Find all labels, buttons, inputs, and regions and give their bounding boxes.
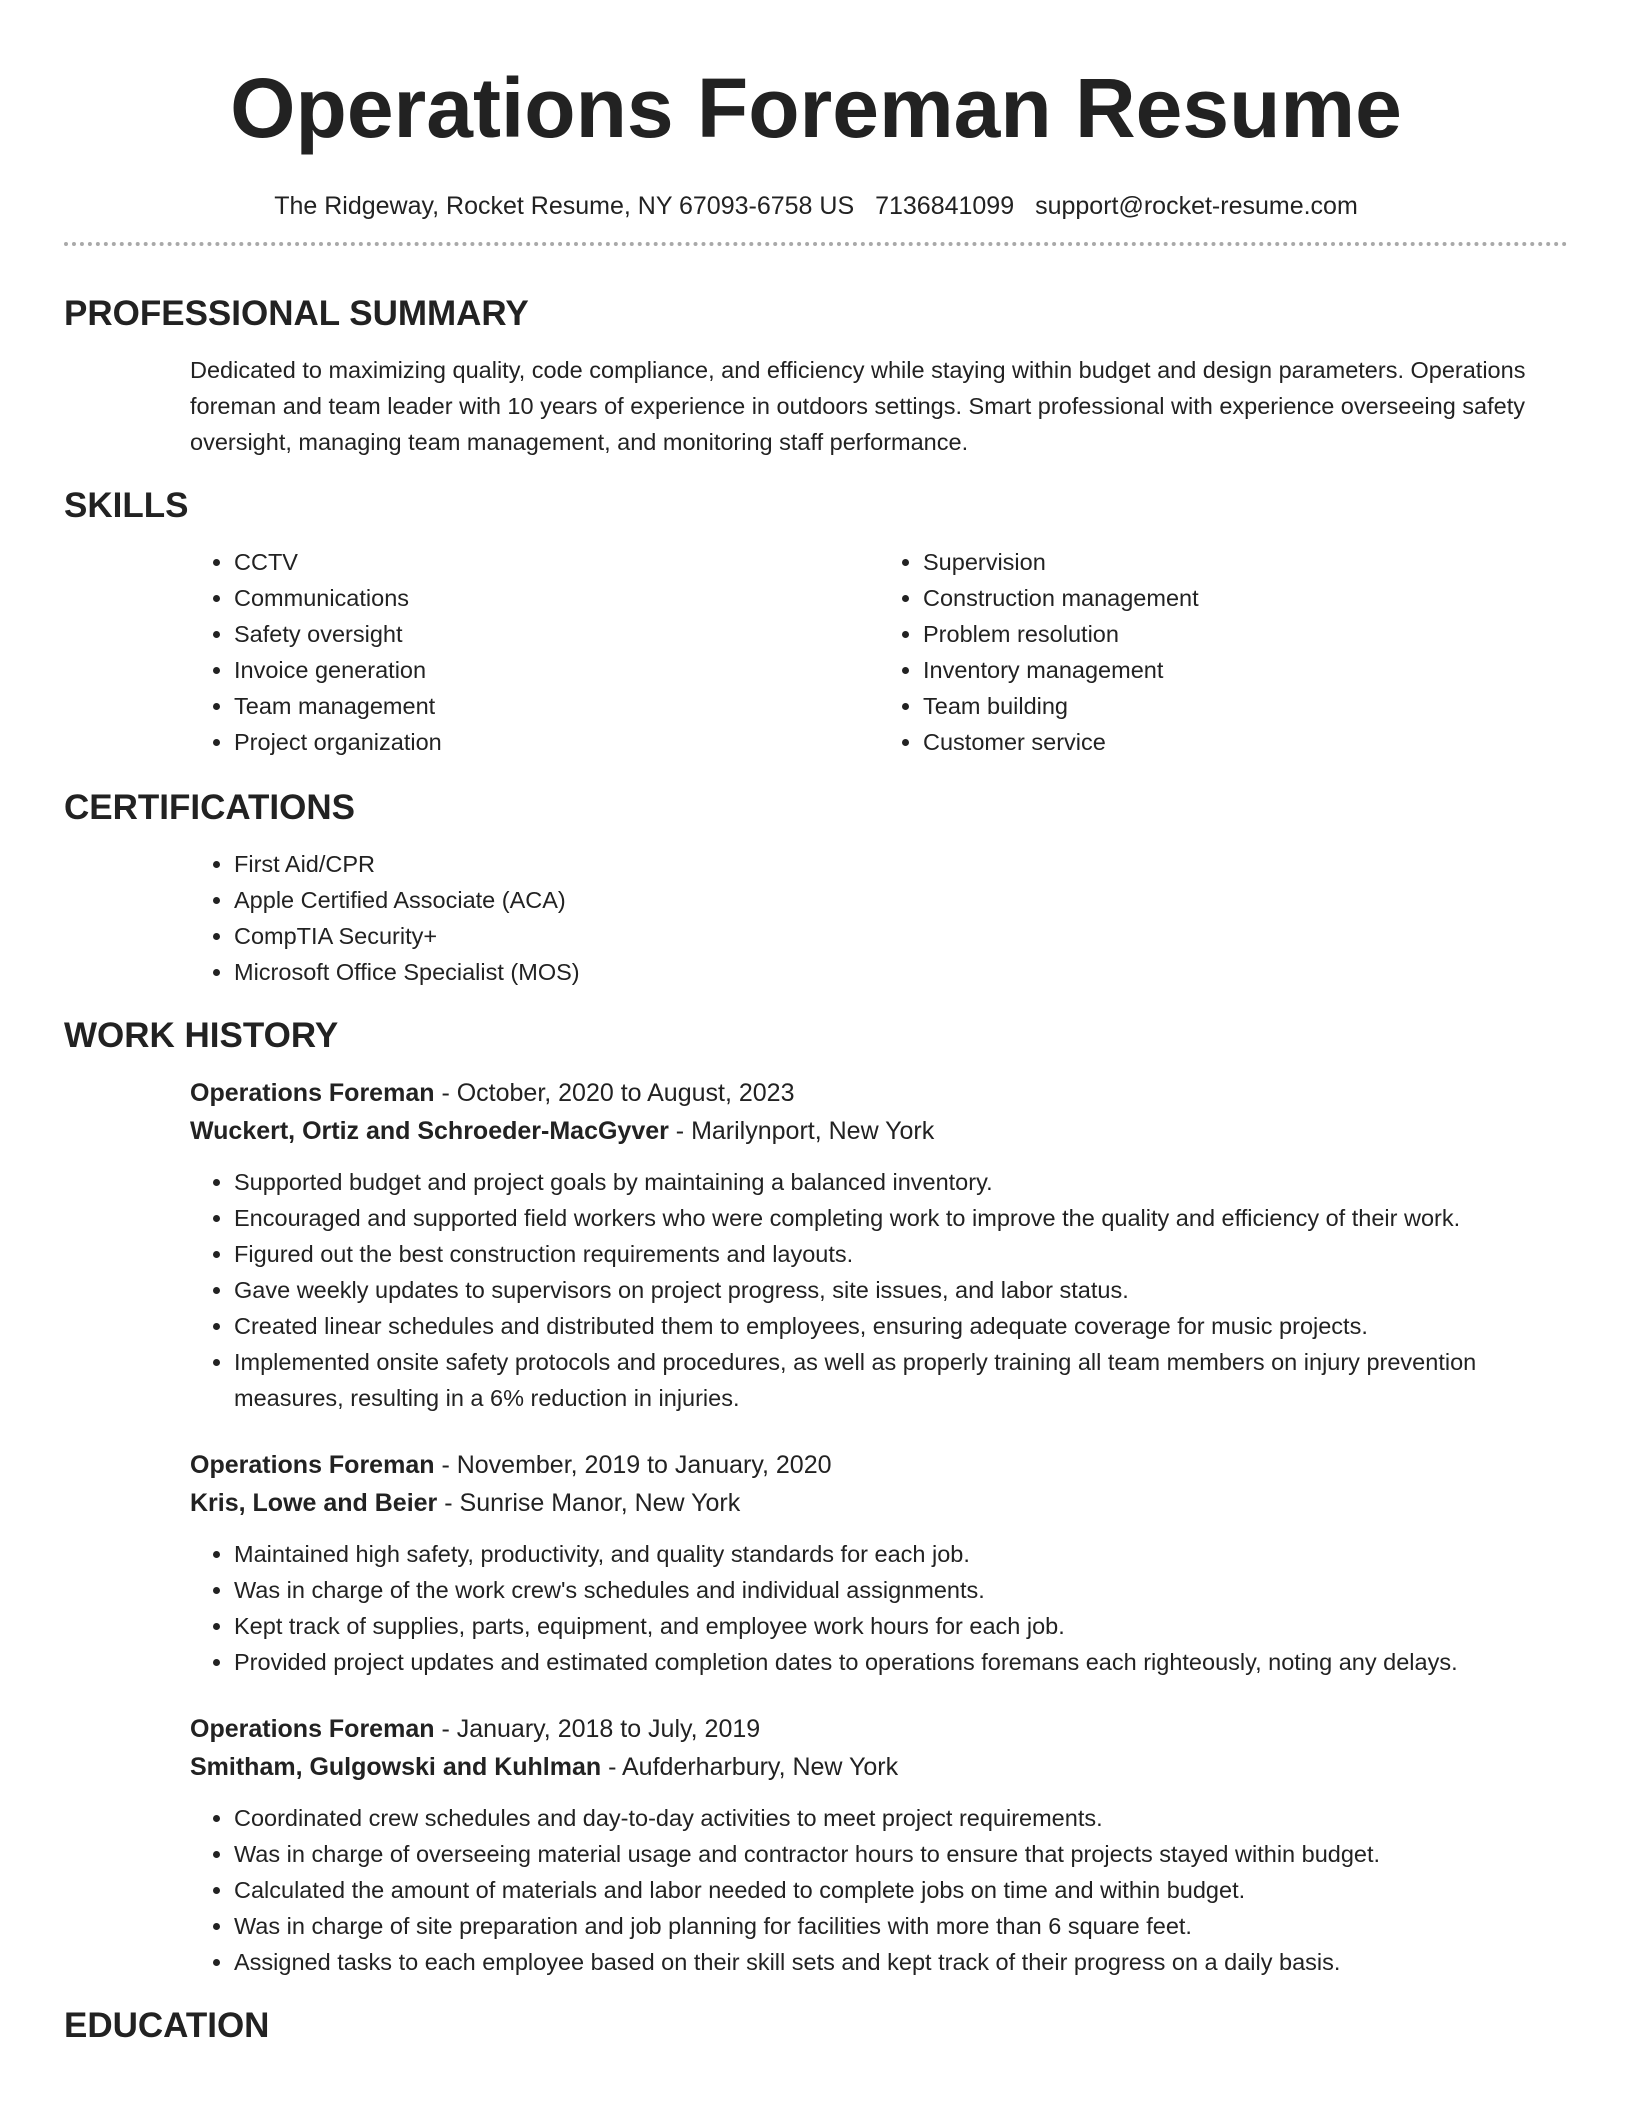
certifications-body bbox=[190, 846, 1568, 990]
summary-section bbox=[64, 292, 1568, 460]
skill-item: • Invoice generation bbox=[234, 652, 879, 688]
job-entry bbox=[190, 1710, 1568, 1980]
job-company: Wuckert, Ortiz and Schroeder-MacGyver bbox=[190, 1117, 669, 1145]
summary-body bbox=[190, 352, 1568, 460]
job-duty: • Kept track of supplies, parts, equipment, and employee work hours for each job. bbox=[234, 1608, 1568, 1644]
contact-email: support@rocket-resume.com bbox=[1035, 192, 1358, 220]
job-title-line bbox=[190, 1446, 1568, 1484]
certification-item: • CompTIA Security+ bbox=[234, 918, 1568, 954]
skill-item: • Problem resolution bbox=[923, 616, 1568, 652]
education-heading: EDUCATION bbox=[64, 2006, 270, 2045]
certification-item: • Microsoft Office Specialist (MOS) bbox=[234, 954, 1568, 990]
summary-text: Dedicated to maximizing quality, code compliance, and efficiency while staying within budget and design parameters. Operations foreman and team leader with 10 years of experience in outdoors settings. Smart professional with experience overseeing safety oversight, managing team management, and monitoring staff performance. bbox=[190, 357, 1526, 455]
skills-list-right bbox=[879, 544, 1568, 760]
job-duties bbox=[190, 1800, 1568, 1980]
job-company-line bbox=[190, 1748, 1568, 1786]
job-title-line bbox=[190, 1710, 1568, 1748]
job-duty: • Coordinated crew schedules and day-to-day activities to meet project requirements. bbox=[234, 1800, 1568, 1836]
skill-item: • Safety oversight bbox=[234, 616, 879, 652]
education-section bbox=[64, 2004, 1568, 2048]
certifications-list bbox=[190, 846, 1568, 990]
job-dates: - October, 2020 to August, 2023 bbox=[434, 1079, 795, 1107]
skill-item: • Customer service bbox=[923, 724, 1568, 760]
job-duty: • Implemented onsite safety protocols and procedures, as well as properly training all team members on injury prevention measures, resulting in a 6% reduction in injuries. bbox=[234, 1344, 1568, 1416]
header-divider bbox=[64, 242, 1568, 246]
skill-item: • Communications bbox=[234, 580, 879, 616]
work-history-section bbox=[64, 1014, 1568, 1980]
summary-heading: PROFESSIONAL SUMMARY bbox=[64, 294, 529, 333]
certification-item: • Apple Certified Associate (ACA) bbox=[234, 882, 1568, 918]
job-entry bbox=[190, 1074, 1568, 1416]
job-duty: • Was in charge of site preparation and job planning for facilities with more than 6 square feet. bbox=[234, 1908, 1568, 1944]
job-duty: • Maintained high safety, productivity, and quality standards for each job. bbox=[234, 1536, 1568, 1572]
skills-section bbox=[64, 484, 1568, 760]
job-title: Operations Foreman bbox=[190, 1079, 435, 1107]
job-title: Operations Foreman bbox=[190, 1715, 435, 1743]
skill-item: • Construction management bbox=[923, 580, 1568, 616]
job-title: Operations Foreman bbox=[190, 1451, 435, 1479]
job-entry bbox=[190, 1446, 1568, 1680]
job-duties bbox=[190, 1536, 1568, 1680]
skill-item: • Project organization bbox=[234, 724, 879, 760]
job-duty: • Supported budget and project goals by maintaining a balanced inventory. bbox=[234, 1164, 1568, 1200]
job-duty: • Was in charge of the work crew's schedules and individual assignments. bbox=[234, 1572, 1568, 1608]
job-title-line bbox=[190, 1074, 1568, 1112]
job-duty: • Figured out the best construction requirements and layouts. bbox=[234, 1236, 1568, 1272]
job-dates: - November, 2019 to January, 2020 bbox=[434, 1451, 832, 1479]
skill-item: • Inventory management bbox=[923, 652, 1568, 688]
job-duty: • Calculated the amount of materials and labor needed to complete jobs on time and within budget. bbox=[234, 1872, 1568, 1908]
skill-item: • Team building bbox=[923, 688, 1568, 724]
skill-item: • Supervision bbox=[923, 544, 1568, 580]
job-company: Kris, Lowe and Beier bbox=[190, 1489, 438, 1517]
certifications-section bbox=[64, 786, 1568, 990]
job-duty: • Gave weekly updates to supervisors on project progress, site issues, and labor status. bbox=[234, 1272, 1568, 1308]
contact-line bbox=[64, 190, 1568, 222]
certifications-heading: CERTIFICATIONS bbox=[64, 788, 356, 827]
job-company-line bbox=[190, 1112, 1568, 1150]
skills-grid bbox=[190, 544, 1568, 760]
job-dates: - January, 2018 to July, 2019 bbox=[434, 1715, 761, 1743]
contact-phone: 7136841099 bbox=[875, 192, 1015, 220]
job-location: - Aufderharbury, New York bbox=[601, 1753, 899, 1781]
job-duty: • Created linear schedules and distributed them to employees, ensuring adequate coverage for music projects. bbox=[234, 1308, 1568, 1344]
skills-list-left bbox=[190, 544, 879, 760]
job-duty: • Encouraged and supported field workers who were completing work to improve the quality and efficiency of their work. bbox=[234, 1200, 1568, 1236]
job-company: Smitham, Gulgowski and Kuhlman bbox=[190, 1753, 602, 1781]
job-duty: • Was in charge of overseeing material usage and contractor hours to ensure that projects stayed within budget. bbox=[234, 1836, 1568, 1872]
skills-heading: SKILLS bbox=[64, 486, 189, 525]
job-duty: • Assigned tasks to each employee based on their skill sets and kept track of their progress on a daily basis. bbox=[234, 1944, 1568, 1980]
resume-title: Operations Foreman Resume bbox=[230, 61, 1402, 155]
certification-item: • First Aid/CPR bbox=[234, 846, 1568, 882]
job-duties bbox=[190, 1164, 1568, 1416]
contact-address: The Ridgeway, Rocket Resume, NY 67093-6758 US bbox=[274, 192, 855, 220]
skill-item: • Team management bbox=[234, 688, 879, 724]
skill-item: • CCTV bbox=[234, 544, 879, 580]
job-duty: • Provided project updates and estimated completion dates to operations foremans each righteously, noting any delays. bbox=[234, 1644, 1568, 1680]
work-history-heading: WORK HISTORY bbox=[64, 1016, 339, 1055]
job-location: - Sunrise Manor, New York bbox=[437, 1489, 741, 1517]
job-company-line bbox=[190, 1484, 1568, 1522]
job-location: - Marilynport, New York bbox=[668, 1117, 935, 1145]
